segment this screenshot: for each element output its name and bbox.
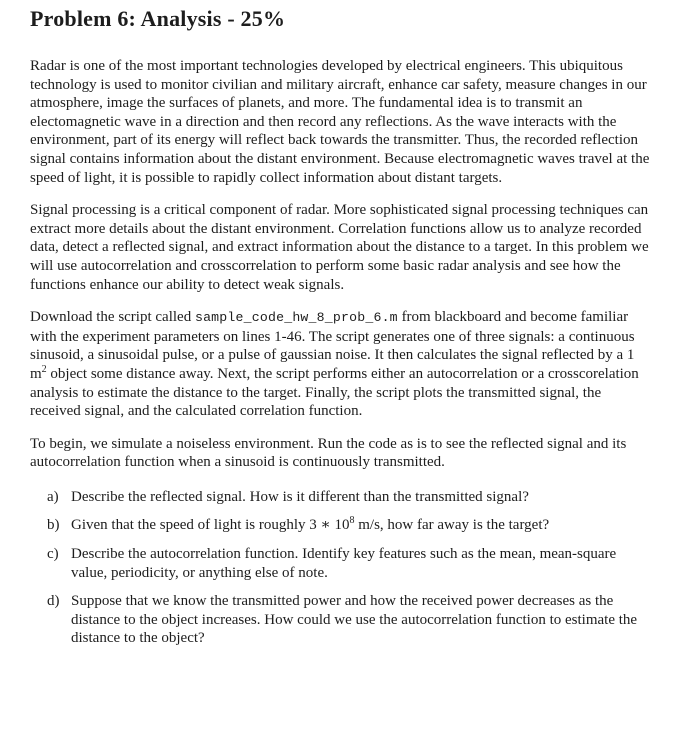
- paragraph-download-text-3: object some distance away. Next, the script performs either an autocorrelation or a crosscorelation analysis to estimate the distance to the target. Finally, the script plots the transmitted signal, the received signal, and the calculated correlation function.: [30, 365, 639, 420]
- question-item-b: [30, 516, 654, 535]
- paragraph-download-script: [30, 308, 654, 421]
- question-text-b: [71, 516, 549, 535]
- superscript-square-meter: 2: [41, 363, 47, 375]
- question-marker-a: a): [47, 488, 59, 505]
- question-item-c: [30, 545, 654, 582]
- paragraph-simulation-instructions: To begin, we simulate a noiseless environment. Run the code as is to see the reflected signal and its autocorrelation function when a sinusoid is continuously transmitted.: [30, 435, 627, 471]
- page-title: Problem 6: Analysis - 25%: [30, 6, 286, 31]
- question-b-text-post: m/s, how far away is the target?: [354, 517, 550, 534]
- inline-code-filename: sample_code_hw_8_prob_6.m: [194, 310, 398, 326]
- paragraph-signal-processing: Signal processing is a critical component of radar. More sophisticated signal processing techniques can extract more details about the distant environment. Correlation functions allow us to analyze recorded data, detect a reflected signal, and extract information about the distance to a target. In this problem we will use autocorrelation and crosscorrelation to perform some basic radar analysis and see how the functions enhance our ability to detect weak signals.: [30, 202, 649, 293]
- question-list: [30, 488, 654, 648]
- question-text-d: Suppose that we know the transmitted power and how the received power decreases as the distance to the object increases. How could we use the autocorrelation function to estimate the distance to the object?: [71, 593, 638, 647]
- paragraph-download-text-1: Download the script called: [30, 309, 195, 326]
- question-item-d: [30, 592, 654, 648]
- question-text-c: Describe the autocorrelation function. Identify key features such as the mean, mean-square value, periodicity, or anything else of note.: [71, 546, 617, 581]
- question-b-text-pre: Given that the speed of light is roughly 3 ∗ 10: [71, 517, 350, 534]
- question-item-a: [30, 488, 654, 507]
- superscript-speed-of-light-exponent: 8: [349, 515, 355, 527]
- question-marker-b: b): [47, 517, 60, 534]
- paragraph-radar-intro: Radar is one of the most important technologies developed by electrical engineers. This ubiquitous technology is used to monitor civilian and military aircraft, enhance car safety, measure changes in our atmosphere, image the surfaces of planets, and more. The fundamental idea is to transmit an electomagnetic wave in a direction and then record any reflections. As the wave interacts with the environment, part of its energy will reflect back towards the transmitter. Thus, the recorded reflection signal contains information about the distant environment. Because electromagnetic waves travel at the speed of light, it is possible to rapidly collect information about distant targets.: [30, 58, 650, 186]
- paragraph-download-text-2: from blackboard and become familiar with the experiment parameters on lines 1-46. The script generates one of three signals: a continuous sinusoid, a sinusoidal pulse, or a pulse of gaussian noise. It then calculates the signal reflected by a 1 m: [30, 309, 635, 382]
- question-text-a: Describe the reflected signal. How is it different than the transmitted signal?: [71, 488, 529, 505]
- question-marker-c: c): [47, 546, 59, 563]
- question-marker-d: d): [47, 593, 60, 610]
